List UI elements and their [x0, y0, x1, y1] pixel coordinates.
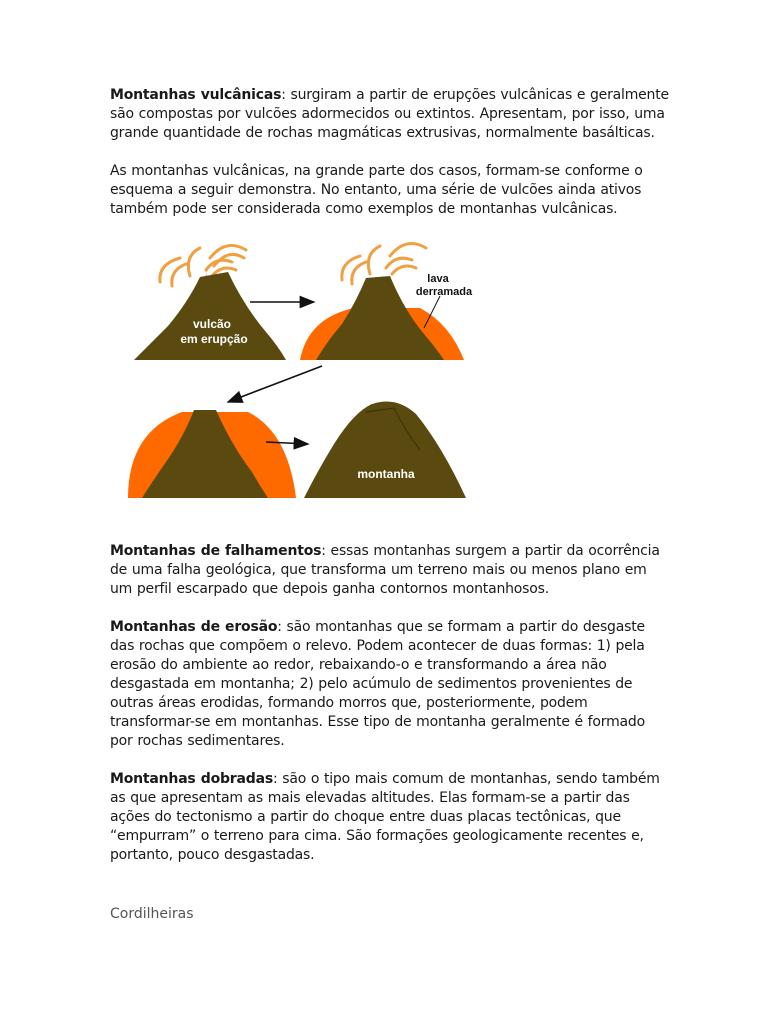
label-lava-line1: lava	[427, 273, 449, 285]
label-mountain: montanha	[357, 467, 415, 481]
text-erosion-mountains: : são montanhas que se formam a partir do desgaste das rochas que compõem o relevo. Podem acontecer de duas formas: 1) pela erosão do ambiente ao redor, rebaixando-o e transformando a área não desgastada em montanha; 2) pelo acúmulo de sedimentos provenientes de outras áreas erodidas, formando morros que, posteriormente, podem transformar-se em montanhas. Esse tipo de montanha geralmente é formado por rochas sedimentares.	[110, 619, 645, 749]
text-fault-mountains: : essas montanhas surgem a partir da ocorrência de uma falha geológica, que transforma um terreno mais ou menos plano em um perfil escarpado que depois ganha contornos montanhosos.	[110, 543, 660, 597]
document-body	[110, 86, 670, 865]
label-erupting-line2: em erupção	[180, 332, 248, 346]
term-volcanic-mountains: Montanhas vulcânicas	[110, 87, 282, 103]
arrow-down-left-icon	[228, 366, 322, 402]
volcano-lava	[300, 244, 473, 361]
paragraph-folded-mountains	[110, 770, 670, 865]
label-lava-line2: derramada	[415, 286, 473, 298]
volcano-diagram	[128, 236, 498, 526]
term-erosion-mountains: Montanhas de erosão	[110, 619, 278, 635]
mountain-eroded	[304, 402, 466, 498]
text-scheme-intro: As montanhas vulcânicas, na grande parte dos casos, formam-se conforme o esquema a seguir demonstra. No entanto, uma série de vulcões ainda ativos também pode ser considerada como exemplos de montanhas vulcânicas.	[110, 163, 643, 217]
paragraph-volcanic-mountains	[110, 86, 670, 143]
paragraph-erosion-mountains	[110, 618, 670, 751]
volcano-lava-covered	[128, 410, 296, 498]
section-heading-cordilheiras: Cordilheiras	[110, 906, 194, 922]
paragraph-fault-mountains	[110, 542, 670, 599]
text-folded-mountains: : são o tipo mais comum de montanhas, sendo também as que apresentam as mais elevadas altitudes. Elas formam-se a partir das ações do tectonismo a partir do choque entre duas placas tectônicas, que “empurram” o terreno para cima. São formações geologicamente recentes e, portanto, pouco desgastadas.	[110, 771, 660, 863]
term-folded-mountains: Montanhas dobradas	[110, 771, 273, 787]
label-erupting-line1: vulcão	[192, 317, 232, 331]
text-volcanic-mountains: : surgiram a partir de erupções vulcânicas e geralmente são compostas por vulcões adormecidos ou extintos. Apresentam, por isso, uma grande quantidade de rochas magmáticas extrusivas, normalmente basálticas.	[110, 87, 669, 141]
paragraph-scheme-intro	[110, 162, 670, 219]
term-fault-mountains: Montanhas de falhamentos	[110, 543, 322, 559]
